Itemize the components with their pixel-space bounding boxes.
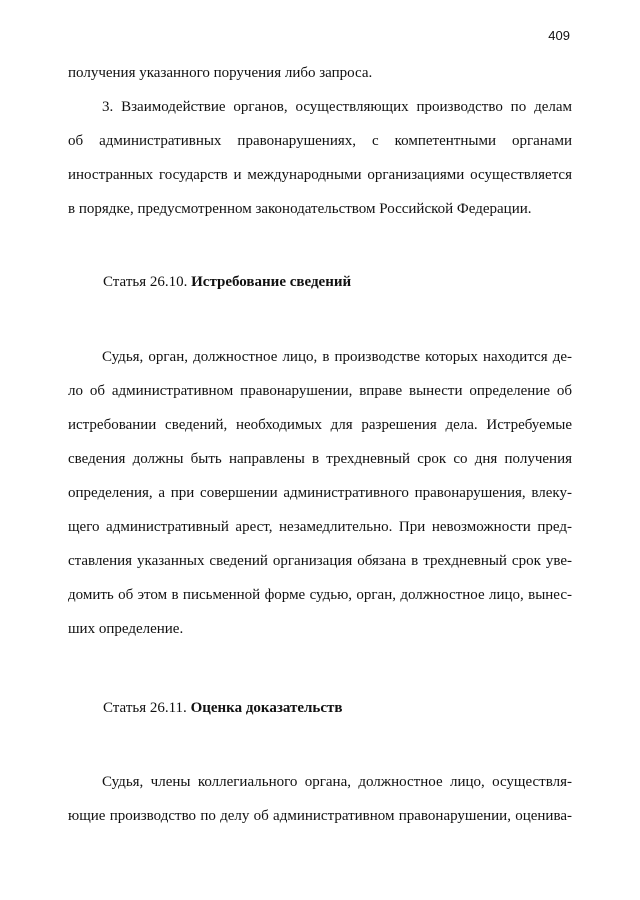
- text-line: сведения должны быть направлены в трехдневный срок со дня получения: [68, 451, 572, 467]
- text-line: определения, а при совершении административного правонарушения, влеку-: [68, 485, 572, 501]
- text-line: ставления указанных сведений организация обязана в трехдневный срок уве-: [68, 553, 572, 569]
- text-line: иностранных государств и международными организациями осуществляется: [68, 167, 572, 183]
- text-line: 3. Взаимодействие органов, осуществляющих производство по делам: [102, 99, 572, 115]
- text-line: домить об этом в письменной форме судью, орган, должностное лицо, вынес-: [68, 587, 572, 603]
- article-heading-26-11: [103, 700, 342, 717]
- text-line: Судья, члены коллегиального органа, должностное лицо, осуществля-: [102, 774, 572, 790]
- text-line: ло об административном правонарушении, вправе вынести определение об: [68, 383, 572, 399]
- paragraph-continuation: [68, 56, 572, 90]
- article-heading-26-10: [103, 274, 351, 291]
- text-line: ющие производство по делу об административном правонарушении, оценива-: [68, 808, 572, 824]
- text-line: Судья, орган, должностное лицо, в производстве которых находится де-: [102, 349, 572, 365]
- text-line: щего административный арест, незамедлительно. При невозможности пред-: [68, 519, 572, 535]
- paragraph-item-3: [68, 90, 572, 226]
- text-line: об административных правонарушениях, с компетентными органами: [68, 133, 572, 149]
- text-line: ших определение.: [68, 621, 184, 637]
- page-number: 409: [548, 28, 570, 43]
- text-line: истребовании сведений, необходимых для разрешения дела. Истребуемые: [68, 417, 572, 433]
- article-number: Статья 26.11.: [103, 700, 187, 716]
- text-line: в порядке, предусмотренном законодательством Российской Федерации.: [68, 201, 532, 217]
- article-26-10-body: [68, 340, 572, 646]
- text-line: получения указанного поручения либо запроса.: [68, 65, 373, 81]
- article-26-11-body: [68, 765, 572, 833]
- article-title: Оценка доказательств: [190, 700, 343, 716]
- article-title: Истребование сведений: [191, 274, 352, 290]
- article-number: Статья 26.10.: [103, 274, 188, 290]
